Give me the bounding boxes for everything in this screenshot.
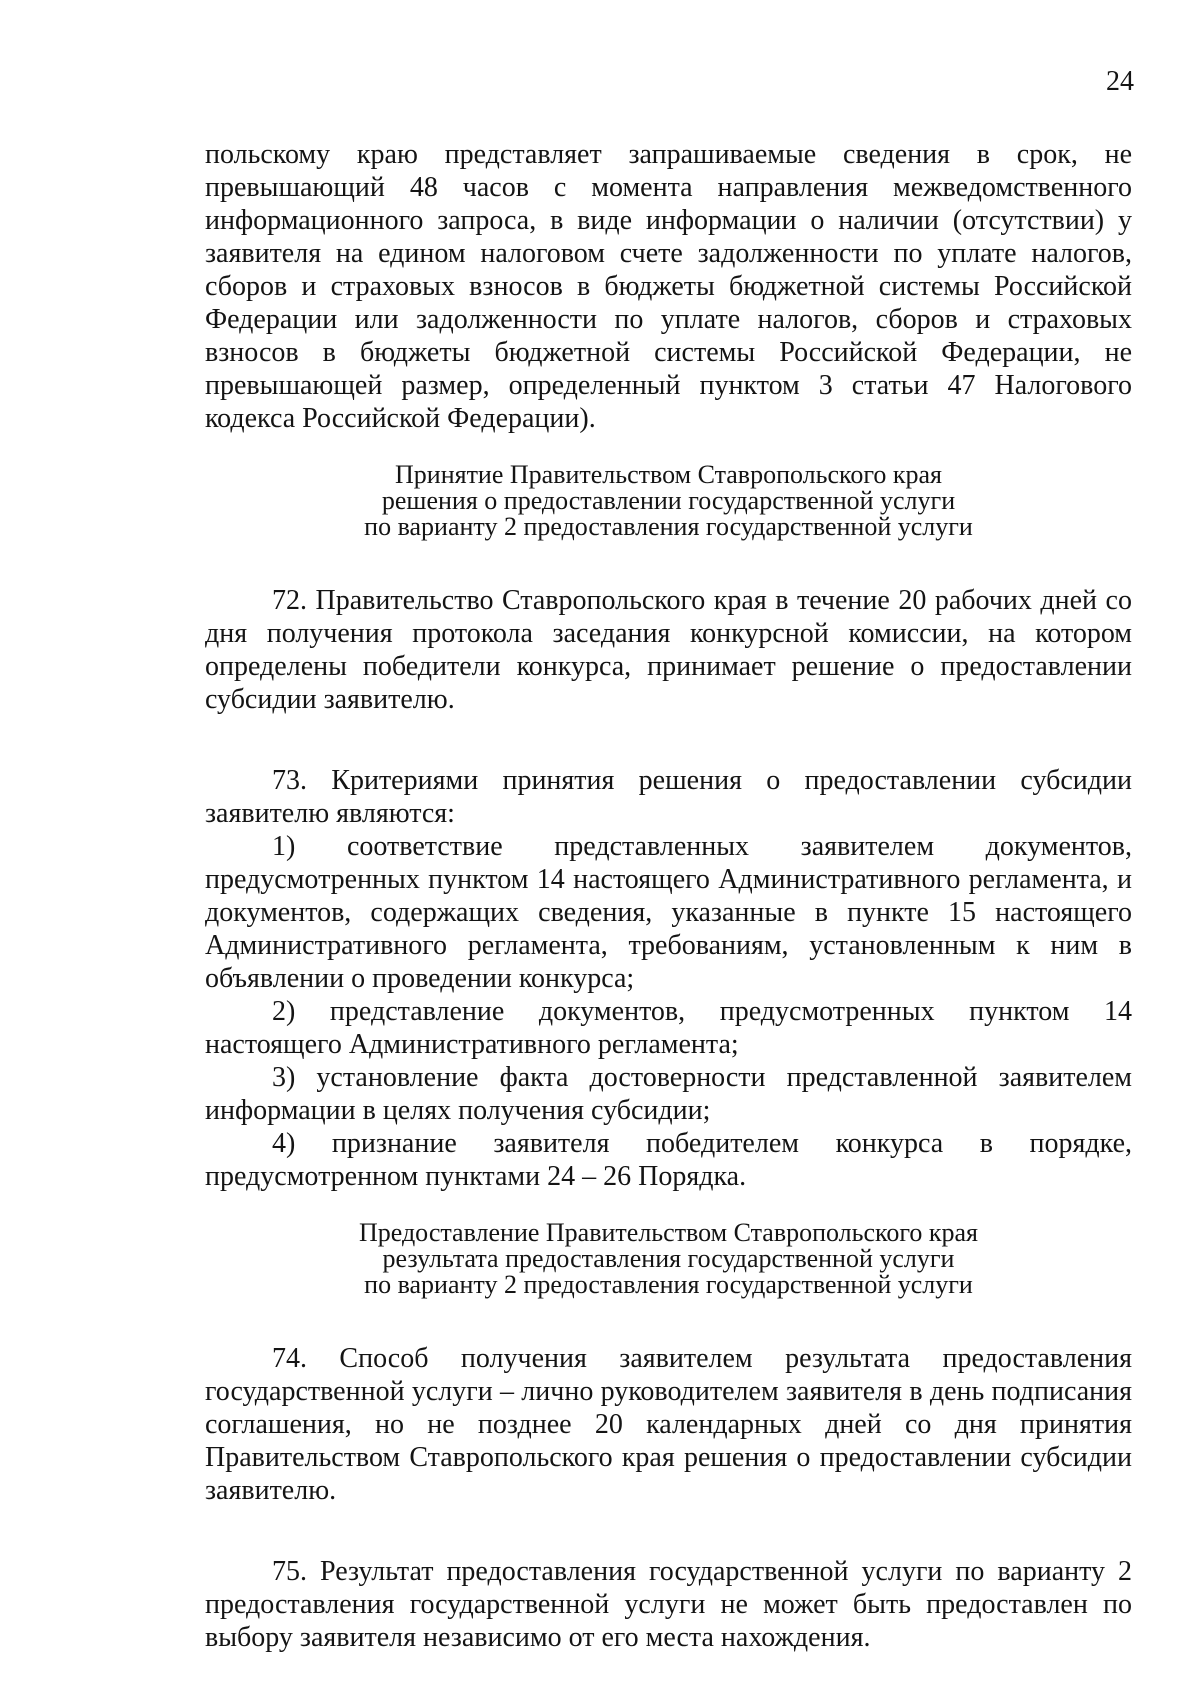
paragraph-73: 73. Критериями принятия решения о предоставлении субсидии заявителю являются: — [205, 765, 1132, 829]
paragraph-72: 72. Правительство Ставропольского края в течение 20 рабочих дней со дня получения протокола заседания конкурсной комиссии, на котором определены победители конкурса, принимает решение о предоставлении субсидии заявителю. — [205, 585, 1132, 715]
spacer — [205, 1507, 1132, 1555]
paragraph-intro-continuation: польскому краю представляет запрашиваемые сведения в срок, не превышающий 48 часов с момента направления межведомственного информационного запроса, в виде информации о наличии (отсутствии) у заявителя на едином налоговом счете задолженности по уплате налогов, сборов и страховых взносов в бюджеты бюджетной системы Российской Федерации или задолженности по уплате налогов, сборов и страховых взносов в бюджеты бюджетной системы Российской Федерации, не превышающей размер, определенный пунктом 3 статьи 47 Налогового кодекса Российской Федерации). — [205, 139, 1132, 434]
heading-line: по варианту 2 предоставления государственной услуги — [364, 1270, 973, 1299]
paragraph-75: 75. Результат предоставления государственной услуги по варианту 2 предоставления государственной услуги не может быть предоставлен по выбору заявителя независимо от его места нахождения. — [205, 1556, 1132, 1653]
heading-line: Предоставление Правительством Ставропольского края — [358, 1218, 979, 1247]
heading-line: Принятие Правительством Ставропольского края — [395, 460, 942, 489]
spacer — [205, 1193, 1132, 1220]
section-heading-result — [205, 1220, 1132, 1298]
paragraph-74: 74. Способ получения заявителем результата предоставления государственной услуги – лично руководителем заявителя в день подписания соглашения, но не позднее 20 календарных дней со дня принятия Правительством Ставропольского края решения о предоставлении субсидии заявителю. — [205, 1343, 1132, 1506]
criterion-item-2: 2) представление документов, предусмотренных пунктом 14 настоящего Административного регламента; — [205, 996, 1132, 1060]
spacer — [205, 540, 1132, 584]
document-body — [205, 138, 1132, 1654]
spacer — [205, 1298, 1132, 1342]
criterion-item-4: 4) признание заявителя победителем конкурса в порядке, предусмотренном пунктами 24 – 26 Порядка. — [205, 1128, 1132, 1192]
heading-line: решения о предоставлении государственной услуги — [381, 486, 956, 515]
heading-line: по варианту 2 предоставления государственной услуги — [364, 512, 973, 541]
heading-line: результата предоставления государственной услуги — [382, 1244, 955, 1273]
spacer — [205, 716, 1132, 764]
section-heading-decision — [205, 462, 1132, 540]
page-number: 24 — [1106, 66, 1134, 97]
spacer — [205, 435, 1132, 462]
criterion-item-3: 3) установление факта достоверности представленной заявителем информации в целях получения субсидии; — [205, 1062, 1132, 1126]
criterion-item-1: 1) соответствие представленных заявителем документов, предусмотренных пунктом 14 настоящего Административного регламента, и документов, содержащих сведения, указанные в пункте 15 настоящего Административного регламента, требованиям, установленным к ним в объявлении о проведении конкурса; — [205, 831, 1132, 994]
